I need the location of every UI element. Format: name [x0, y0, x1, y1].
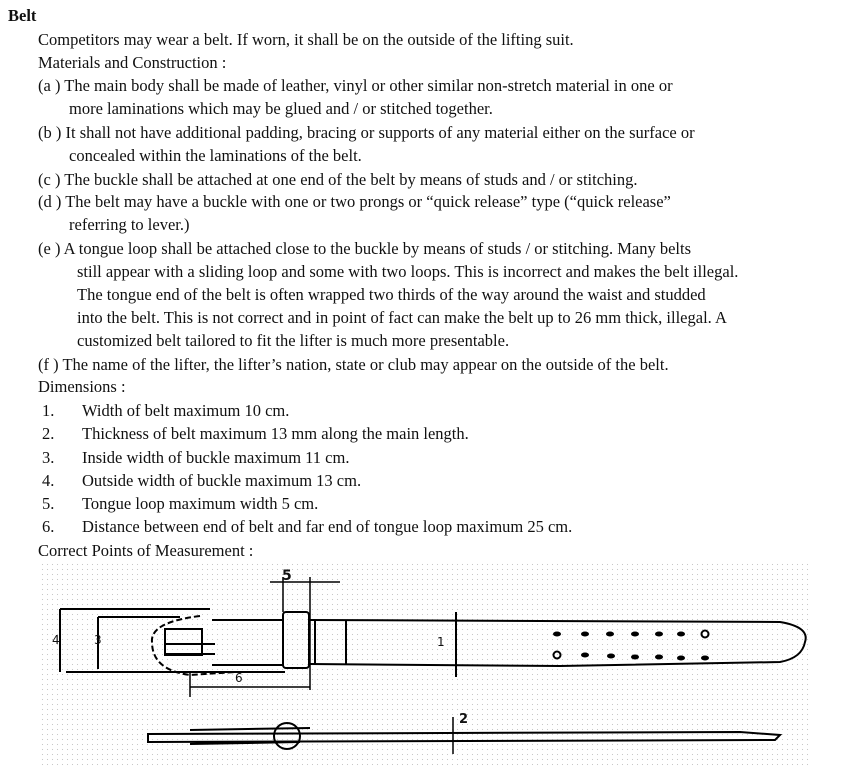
clause-label: (c )	[38, 170, 61, 189]
measurement-heading: Correct Points of Measurement :	[38, 541, 254, 560]
dimension-item	[42, 517, 572, 537]
clause-b-cont: concealed within the laminations of the belt.	[69, 146, 362, 165]
clause-e-cont-2: The tongue end of the belt is often wrapped two thirds of the way around the waist and studded	[77, 285, 706, 304]
clause-e	[38, 239, 691, 259]
dim-6-line	[190, 672, 310, 697]
belt-drawing	[40, 562, 810, 766]
dimension-text: Distance between end of belt and far end of tongue loop maximum 25 cm.	[82, 517, 573, 536]
side-view-loop	[274, 723, 300, 749]
dimension-number: 5.	[42, 494, 55, 513]
loop-stitch	[315, 620, 346, 664]
clause-e-cont-1: still appear with a sliding loop and some with two loops. This is incorrect and makes the belt illegal.	[77, 262, 739, 281]
clause-d-cont: referring to lever.)	[69, 215, 190, 234]
dimension-text: Tongue loop maximum width 5 cm.	[82, 494, 319, 513]
clause-text: The name of the lifter, the lifter’s nation, state or club may appear on the outside of the belt.	[62, 355, 669, 374]
tongue-loop	[283, 612, 309, 668]
dimension-text: Outside width of buckle maximum 13 cm.	[82, 471, 362, 490]
dimension-item	[42, 471, 361, 491]
clause-e-cont-3: into the belt. This is not correct and in point of fact can make the belt up to 26 mm thick, illegal. A	[77, 308, 727, 327]
clause-text: The belt may have a buckle with one or two prongs or “quick release” type (“quick release”	[65, 192, 671, 211]
clause-d	[38, 192, 671, 212]
clause-label: (b )	[38, 123, 62, 142]
side-view	[148, 728, 780, 744]
label-6: 6	[235, 671, 243, 685]
label-2: 2	[459, 712, 469, 727]
dimension-item	[42, 448, 349, 468]
dimension-text: Width of belt maximum 10 cm.	[82, 401, 290, 420]
dimension-number: 4.	[42, 471, 55, 490]
buckle-prong	[165, 644, 215, 654]
clause-a-cont: more laminations which may be glued and / or stitched together.	[69, 99, 493, 118]
label-1: 1	[437, 635, 445, 649]
label-4: 4	[52, 633, 60, 647]
dimension-text: Inside width of buckle maximum 11 cm.	[82, 448, 350, 467]
clause-f	[38, 355, 669, 375]
dimension-number: 2.	[42, 424, 55, 443]
dimension-item	[42, 494, 318, 514]
clause-b	[38, 123, 695, 143]
materials-heading: Materials and Construction :	[38, 53, 227, 72]
belt-top-edge	[212, 620, 806, 666]
clause-label: (e )	[38, 239, 61, 258]
clause-text: A tongue loop shall be attached close to the buckle by means of studs / or stitching. Many belts	[63, 239, 692, 258]
clause-label: (d )	[38, 192, 62, 211]
clause-label: (f )	[38, 355, 59, 374]
intro-paragraph: Competitors may wear a belt. If worn, it shall be on the outside of the lifting suit.	[38, 30, 574, 49]
dimensions-heading: Dimensions :	[38, 377, 126, 396]
clause-text: The buckle shall be attached at one end of the belt by means of studs and / or stitching.	[64, 170, 638, 189]
section-title: Belt	[8, 6, 37, 25]
label-5: 5	[282, 568, 292, 584]
dimension-item	[42, 401, 289, 421]
dimension-number: 3.	[42, 448, 55, 467]
dimension-number: 1.	[42, 401, 55, 420]
label-3: 3	[94, 633, 102, 647]
buckle-window	[165, 629, 202, 655]
clause-e-cont-4: customized belt tailored to fit the lifter is much more presentable.	[77, 331, 510, 350]
dim-5-lines	[270, 577, 340, 690]
clause-label: (a )	[38, 76, 61, 95]
clause-c	[38, 170, 638, 190]
dimension-item	[42, 424, 469, 444]
dimension-text: Thickness of belt maximum 13 mm along the main length.	[82, 424, 469, 443]
belt-holes	[553, 631, 709, 661]
clause-text: The main body shall be made of leather, vinyl or other similar non-stretch material in one or	[64, 76, 673, 95]
belt-measurement-diagram	[40, 562, 810, 766]
clause-text: It shall not have additional padding, bracing or supports of any material either on the surface or	[65, 123, 695, 142]
clause-a	[38, 76, 673, 96]
dimension-number: 6.	[42, 517, 55, 536]
